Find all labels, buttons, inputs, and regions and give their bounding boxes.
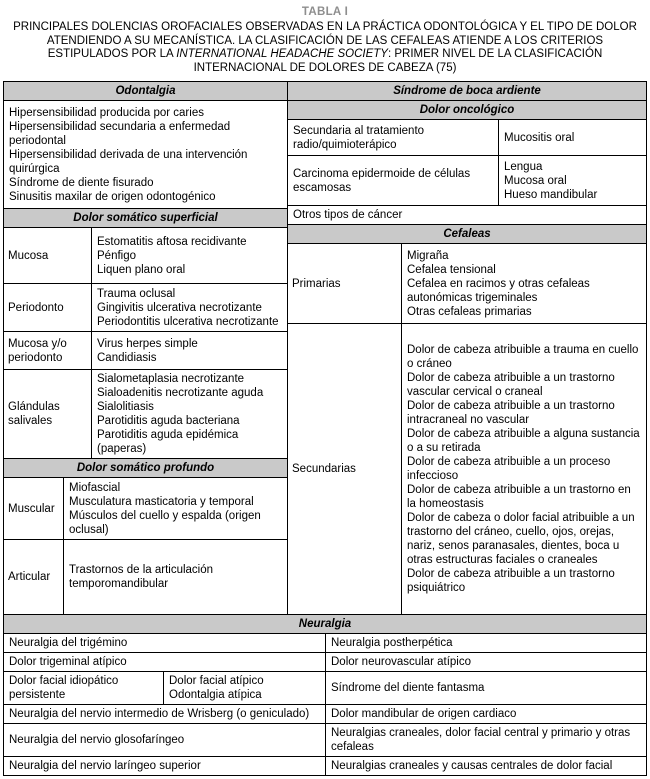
list-item: Mucosa oral [504, 174, 567, 187]
neuralgia-cell: Neuralgias craneales y causas centrales de dolor facial [331, 760, 613, 772]
header-sindrome-boca-ardiente: Síndrome de boca ardiente [288, 82, 646, 101]
neuralgia-row-3 [4, 672, 646, 705]
neuralgia-cell: Neuralgia del trigémino [4, 634, 326, 652]
row-otros-cancer [288, 206, 646, 225]
odontalgia-list-cell [4, 101, 287, 209]
table-caption [3, 21, 647, 81]
label-periodonto: Periodonto [4, 284, 92, 331]
list-item: Parotiditis aguda epidémica (paperas) [97, 429, 239, 455]
row-periodonto [4, 284, 287, 332]
list-item: Virus herpes simple [97, 337, 198, 350]
table-number-label: TABLA I [301, 6, 349, 18]
neuralgia-cell: Neuralgias craneales, dolor facial central y primario y otras cefaleas [331, 727, 631, 753]
list-item: Dolor de cabeza atribuible a un trastorno vascular cervical o craneal [407, 372, 615, 398]
list-item: Sialometaplasia necrotizante [97, 373, 245, 385]
list-item: Hueso mandibular [504, 188, 598, 201]
list-item: Trauma oclusal [97, 287, 176, 300]
neuralgia-row-2 [4, 653, 646, 672]
list-item: Dolor de cabeza atribuible a trauma en cuello o cráneo [407, 344, 639, 370]
list-item: Cefalea en racimos y otras cefaleas autonómicas trigeminales [407, 277, 590, 304]
list-item: Dolor de cabeza atribuible a un trastorno intracraneal no vascular [407, 400, 615, 426]
list-item: Trastornos de la articulación temporomandibular [69, 564, 214, 590]
neuralgia-cell: Neuralgia del nervio laríngeo superior [4, 757, 326, 775]
oncologico-cause-cell: Secundaria al tratamiento radio/quimioterápico [288, 120, 499, 155]
left-column [4, 82, 288, 615]
list-item: Síndrome de diente fisurado [9, 176, 154, 189]
list-item: Dolor de cabeza atribuible a un trastorno psiquiátrico [407, 568, 615, 594]
list-item: Músculos del cuello y espalda (origen oclusal) [69, 509, 261, 536]
row-mucosa [4, 228, 287, 284]
muscular-items-cell [64, 478, 287, 539]
neuralgia-row-6 [4, 757, 646, 775]
list-item: Sialolitiasis [97, 401, 154, 413]
neuralgia-section [4, 615, 646, 775]
list-item: Estomatitis aftosa recidivante [97, 235, 247, 248]
list-item: Parotiditis aguda bacteriana [97, 415, 240, 427]
list-item: Hipersensibilidad derivada de una intervención quirúrgica [9, 148, 248, 175]
neuralgia-cell: Síndrome del diente fantasma [331, 682, 485, 694]
header-dolor-somatico-superficial: Dolor somático superficial [4, 209, 287, 228]
neuralgia-cell: Dolor neurovascular atípico [331, 656, 471, 668]
list-item: Gingivitis ulcerativa necrotizante [97, 301, 262, 314]
periodonto-items-cell [92, 284, 287, 331]
list-item: Dolor de cabeza o dolor facial atribuible a un trastorno del cráneo, cuello, ojos, orejas, nariz, senos paranasales, dientes, boca u otras estructuras faciales o craneales [407, 512, 635, 566]
row-primarias [288, 244, 646, 324]
list-item: Dolor de cabeza atribuible a alguna sustancia o a su retirada [407, 428, 640, 454]
primarias-items-cell [402, 244, 646, 323]
articular-items-cell [64, 540, 287, 614]
neuralgia-cell: Dolor facial idiopático persistente [4, 672, 164, 704]
list-item: Dolor de cabeza atribuible a un trastorno en la homeostasis [407, 484, 631, 510]
header-odontalgia: Odontalgia [4, 82, 287, 101]
neuralgia-row-1 [4, 634, 646, 653]
label-primarias: Primarias [288, 244, 402, 323]
oncologico-sites-cell [499, 156, 646, 205]
neuralgia-row-5 [4, 724, 646, 757]
row-oncologico-1 [288, 120, 646, 156]
neuralgia-row-4 [4, 705, 646, 724]
header-dolor-somatico-profundo: Dolor somático profundo [4, 459, 287, 478]
main-table [3, 81, 647, 776]
row-mucosa-periodonto [4, 332, 287, 370]
neuralgia-cell: Neuralgia del nervio intermedio de Wrisberg (o geniculado) [4, 705, 326, 723]
otros-cancer-cell: Otros tipos de cáncer [293, 209, 403, 221]
mucosa-items-cell [92, 228, 287, 283]
list-item: Cefalea tensional [407, 263, 496, 276]
row-glandulas-salivales [4, 370, 287, 459]
list-item: Odontalgia atípica [169, 689, 262, 701]
caption-text-after: : PRIMER NIVEL DE LA CLASIFICACIÓN INTERNACIONAL DE DOLORES DE CABEZA (75) [193, 48, 603, 74]
label-mucosa-periodonto: Mucosa y/o periodonto [4, 332, 92, 369]
list-item: Musculatura masticatoria y temporal [69, 495, 254, 508]
row-secundarias [288, 324, 646, 615]
list-item: Dolor facial atípico [169, 675, 264, 687]
list-item: Pénfigo [97, 249, 137, 262]
caption-text-before: PRINCIPALES DOLENCIAS OROFACIALES OBSERVADAS EN LA PRÁCTICA ODONTOLÓGICA Y EL TIPO DE DOLOR ATENDIENDO A SU MECANÍSTICA. LA CLASIFICACIÓN DE LAS CEFALEAS ATIENDE A LOS CRITERIOS ESTIPULADOS POR LA [13, 21, 637, 60]
label-mucosa: Mucosa [4, 228, 92, 283]
row-muscular [4, 478, 287, 540]
list-item: Lengua [504, 160, 543, 173]
mucosa-periodonto-items-cell [92, 332, 287, 369]
list-item: Liquen plano oral [97, 263, 186, 276]
right-column [288, 82, 646, 615]
label-muscular: Muscular [4, 478, 64, 539]
list-item: Candidiasis [97, 351, 157, 364]
oncologico-sites-cell [499, 120, 646, 155]
secundarias-items-cell [402, 324, 646, 614]
list-item: Dolor de cabeza atribuible a un proceso infeccioso [407, 456, 611, 482]
neuralgia-cell: Dolor mandibular de origen cardiaco [331, 708, 517, 720]
header-neuralgia: Neuralgia [4, 615, 646, 634]
neuralgia-cell [164, 672, 325, 704]
list-item: Periodontitis ulcerativa necrotizante [97, 315, 279, 328]
neuralgia-cell: Neuralgia del nervio glosofaríngeo [4, 724, 326, 756]
list-item: Hipersensibilidad secundaria a enfermedad periodontal [9, 120, 231, 147]
row-articular [4, 540, 287, 615]
list-item: Sinusitis maxilar de origen odontogénico [9, 190, 216, 203]
header-dolor-oncologico: Dolor oncológico [288, 101, 646, 120]
caption-italic-text: INTERNATIONAL HEADACHE SOCIETY [176, 48, 388, 60]
neuralgia-cell: Neuralgia postherpética [331, 637, 453, 649]
oncologico-cause-cell: Carcinoma epidermoide de células escamosas [288, 156, 499, 205]
list-item: Migraña [407, 249, 449, 262]
neuralgia-split-cell [4, 672, 326, 704]
list-item: Mucositis oral [504, 131, 575, 144]
row-oncologico-2 [288, 156, 646, 206]
list-item: Miofascial [69, 481, 121, 494]
neuralgia-cell: Dolor trigeminal atípico [4, 653, 326, 671]
header-cefaleas: Cefaleas [288, 225, 646, 244]
glandulas-items-cell [92, 370, 287, 458]
list-item: Otras cefaleas primarias [407, 305, 532, 318]
label-glandulas-salivales: Glándulas salivales [4, 370, 92, 458]
table-upper-section [4, 82, 646, 615]
list-item: Hipersensibilidad producida por caries [9, 106, 204, 119]
label-articular: Articular [4, 540, 64, 614]
list-item: Sialoadenitis necrotizante aguda [97, 387, 264, 399]
label-secundarias: Secundarias [288, 324, 402, 614]
